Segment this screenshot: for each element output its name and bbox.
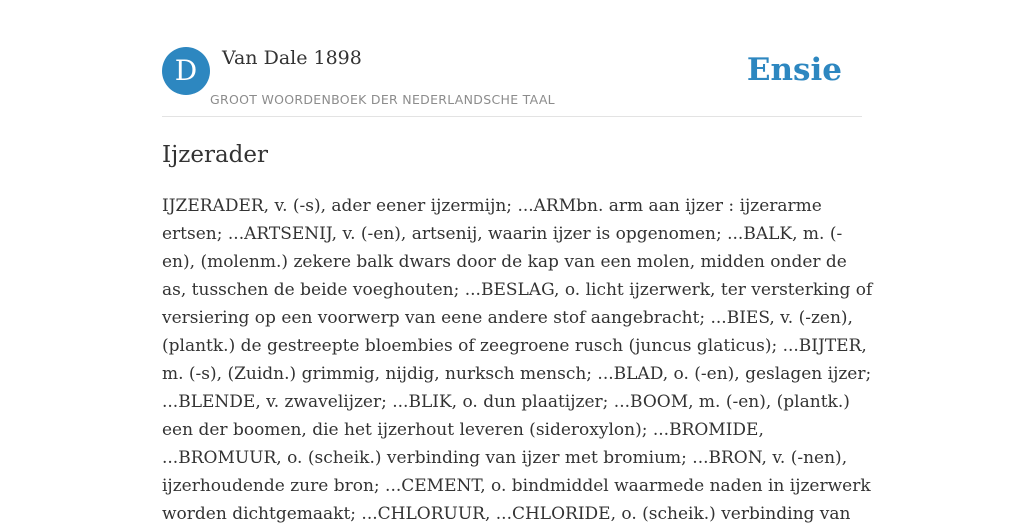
source-subtitle: GROOT WOORDENBOEK DER NEDERLANDSCHE TAAL bbox=[210, 92, 555, 107]
definition-line: worden dichtgemaakt; ...CHLORUUR, ...CHLORIDE, o. (scheik.) verbinding van bbox=[162, 504, 851, 524]
source-title[interactable]: Van Dale 1898 bbox=[222, 47, 362, 69]
definition-line: ...BROMUUR, o. (scheik.) verbinding van ijzer met bromium; ...BRON, v. (-nen), bbox=[162, 448, 848, 468]
definition-line: een der boomen, die het ijzerhout leveren (sideroxylon); ...BROMIDE, bbox=[162, 420, 764, 440]
definition-line: versiering op een voorwerp van eene andere stof aangebracht; ...BIES, v. (-zen), bbox=[162, 308, 853, 328]
definition-line: ijzerhoudende zure bron; ...CEMENT, o. bindmiddel waarmede naden in ijzerwerk bbox=[162, 476, 871, 496]
definition-line: ertsen; ...ARTSENIJ, v. (-en), artsenij, waarin ijzer is opgenomen; ...BALK, m. (- bbox=[162, 224, 843, 244]
definition-line: en), (molenm.) zekere balk dwars door de kap van een molen, midden onder de bbox=[162, 252, 847, 272]
definition-line: as, tusschen de beide voeghouten; ...BESLAG, o. licht ijzerwerk, ter versterking of bbox=[162, 280, 873, 300]
definition-line: ...BLENDE, v. zwavelijzer; ...BLIK, o. dun plaatijzer; ...BOOM, m. (-en), (plantk.) bbox=[162, 392, 850, 412]
ensie-logo[interactable]: Ensie bbox=[746, 52, 842, 88]
definition-line: (plantk.) de gestreepte bloembies of zeegroene rusch (juncus glaticus); ...BIJTER, bbox=[162, 336, 867, 356]
entry-definition bbox=[162, 192, 873, 528]
definition-line: m. (-s), (Zuidn.) grimmig, nijdig, nurksch mensch; ...BLAD, o. (-en), geslagen ijzer; bbox=[162, 364, 872, 384]
entry-title: Ijzerader bbox=[162, 142, 268, 168]
source-avatar[interactable]: D bbox=[162, 47, 210, 95]
definition-line: IJZERADER, v. (-s), ader eener ijzermijn; ...ARMbn. arm aan ijzer : ijzerarme bbox=[162, 196, 822, 216]
source-header bbox=[162, 46, 862, 117]
